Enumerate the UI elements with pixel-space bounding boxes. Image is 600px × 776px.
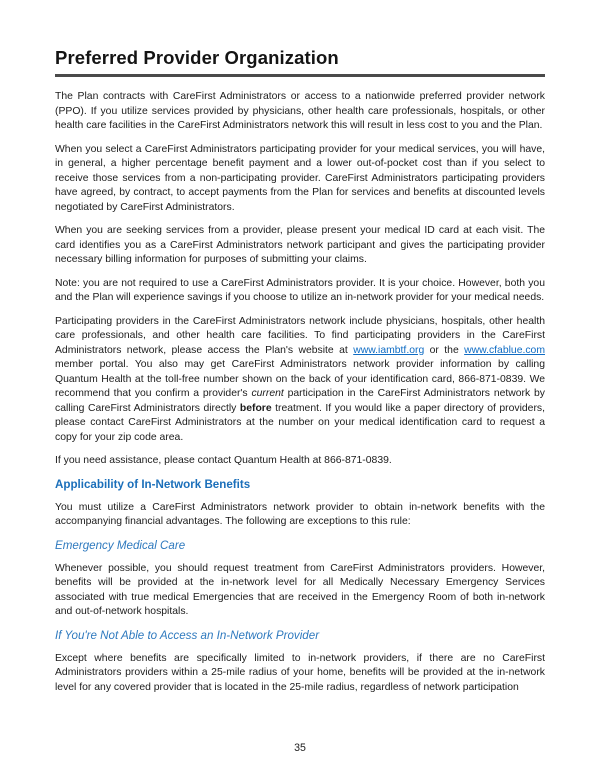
sub-heading-no-access-in-network: If You're Not Able to Access an In-Network Provider bbox=[55, 628, 320, 642]
paragraph-25-mile-radius: Except where benefits are specifically limited to in-network providers, if there are no CareFirst Administrators providers within a 25-mile radius of your home, benefits will be provided at the in-network level for any covered provider that is located in the 25-mile radius, regardless of network participation bbox=[55, 652, 545, 693]
paragraph-must-utilize: You must utilize a CareFirst Administrators network provider to obtain in-network benefits with the accompanying financial advantages. The following are exceptions to this rule: bbox=[55, 501, 545, 527]
section-heading-applicability: Applicability of In-Network Benefits bbox=[55, 477, 251, 491]
paragraph-segment: or the bbox=[424, 344, 465, 356]
paragraph-segment: participation in the CareFirst Administrators network by calling CareFirst Administrators directly bbox=[55, 388, 545, 414]
paragraph-emergency-care: Whenever possible, you should request treatment from CareFirst Administrators providers. However, benefits will be provided at the in-network level for all Medically Necessary Emergency Services associated with true medical Emergencies that are received in the Emergency Room of both in-network and out-of-network hospitals. bbox=[55, 562, 545, 617]
paragraph-plan-contracts: The Plan contracts with CareFirst Administrators or access to a nationwide preferred provider network (PPO). If you utilize services provided by physicians, other health care professionals, hospitals, or other health care facilities in the CareFirst Administrators network this will result in less cost to you and the Plan. bbox=[55, 91, 545, 131]
paragraph-assistance: If you need assistance, please contact Quantum Health at 866-871-0839. bbox=[55, 455, 392, 466]
link-iambtf[interactable]: www.iambtf.org bbox=[353, 344, 425, 356]
emphasis-current: current bbox=[251, 388, 284, 399]
sub-heading-emergency-medical-care: Emergency Medical Care bbox=[55, 538, 186, 552]
title-divider bbox=[55, 74, 545, 77]
paragraph-note-not-required: Note: you are not required to use a CareFirst Administrators provider. It is your choice. However, both you and the Plan will experience savings if you choose to utilize an in-network provider for your medical needs. bbox=[55, 277, 545, 303]
page-number: 35 bbox=[294, 742, 306, 754]
paragraph-find-providers bbox=[55, 315, 545, 446]
page-title: Preferred Provider Organization bbox=[55, 47, 339, 68]
emphasis-before: before bbox=[239, 402, 272, 414]
paragraph-segment: Participating providers in the CareFirst Administrators network include physicians, hospitals, other health care professionals, and other health care facilities. To find participating providers in the CareFirst Administrators network, please access the Plan's website at bbox=[55, 315, 545, 356]
link-cfablue[interactable]: www.cfablue.com bbox=[464, 344, 545, 356]
paragraph-segment: member portal. You also may get CareFirst Administrators network provider information by calling Quantum Health at the toll-free number shown on the back of your identification card, 866-871-0839. We recommend that you confirm a provider's bbox=[55, 359, 545, 399]
paragraph-participating-provider-benefits: When you select a CareFirst Administrators participating provider for your medical services, you will have, in general, a higher percentage benefit payment and a lower out-of-pocket cost than if you select to receive those services from a non-participating provider. CareFirst Administrators participating providers have agreed, by contract, to accept payments from the Plan for services and benefits at discounted levels negotiated by CareFirst Administrators. bbox=[55, 143, 545, 213]
paragraph-medical-id-card: When you are seeking services from a provider, please present your medical ID card at each visit. The card identifies you as a CareFirst Administrators network participant and gives the participating provider necessary billing information for purposes of submitting your claims. bbox=[55, 225, 545, 265]
paragraph-segment: treatment. If you would like a paper directory of providers, please contact CareFirst Administrators at the number on your medical identification card to request a copy for your zip code area. bbox=[55, 402, 545, 443]
